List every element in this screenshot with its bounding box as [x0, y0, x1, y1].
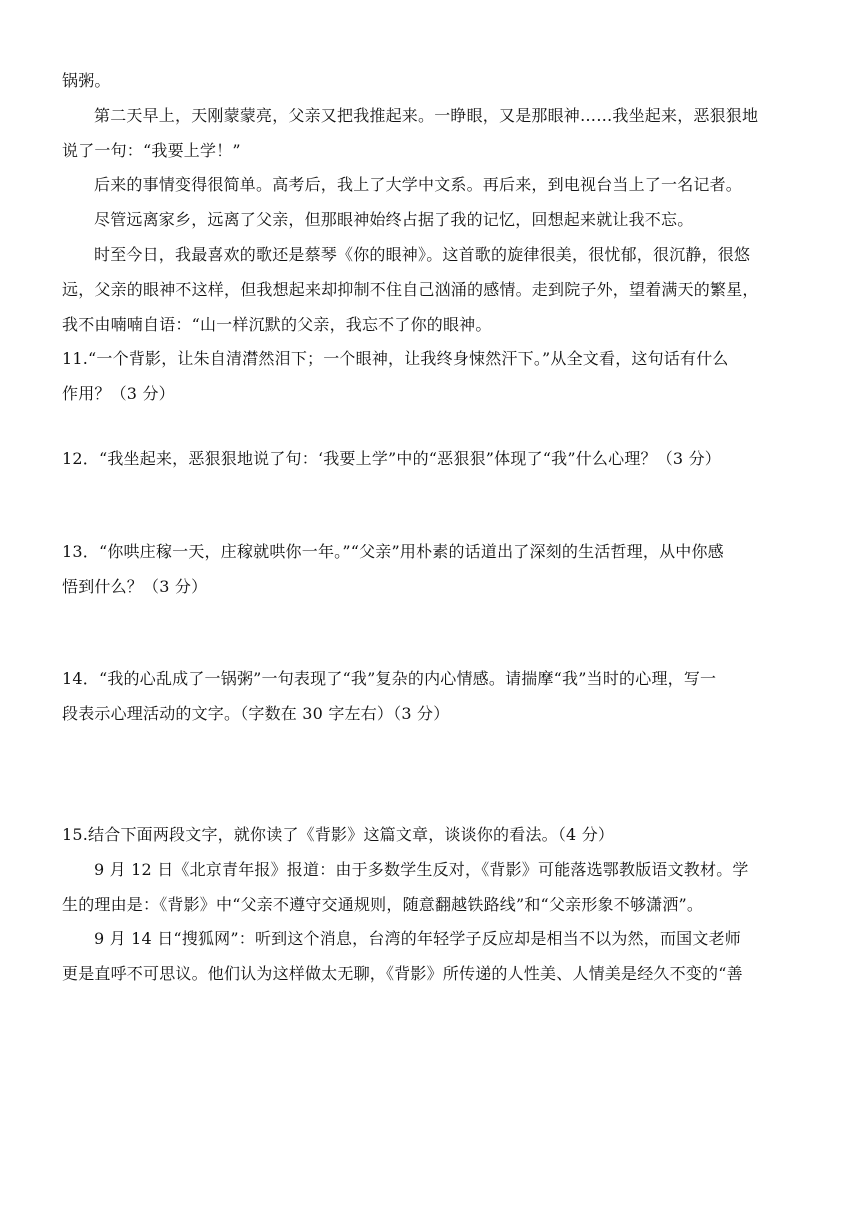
question-14: 14．“我的心乱成了一锅粥”一句表现了“我”复杂的内心情感。请揣摩“我”当时的心理，写一: [62, 669, 717, 689]
text-line: 说了一句：“我要上学！”: [62, 140, 241, 160]
question-11: 11.“一个背影，让朱自清潸然泪下；一个眼神，让我终身悚然汗下。”从全文看，这句话有什么: [62, 349, 729, 369]
question-15: 15.结合下面两段文字，就你读了《背影》这篇文章，谈谈你的看法。（4 分）: [62, 824, 615, 844]
question-14-cont: 段表示心理活动的文字。（字数在 30 字左右）（3 分）: [62, 704, 450, 724]
text-line: 锅粥。: [62, 71, 111, 90]
text-line: 尽管远离家乡，远离了父亲，但那眼神始终占据了我的记忆，回想起来就让我不忘。: [94, 210, 694, 230]
passage-line: 更是直呼不可思议。他们认为这样做太无聊，《背影》所传递的人性美、人情美是经久不变的“善: [62, 964, 743, 984]
answer-space: [62, 412, 802, 442]
answer-space: [62, 604, 802, 662]
passage-line: 9 月 12 日《北京青年报》报道：由于多数学生反对，《背影》可能落选鄂教版语文教材。学: [94, 859, 749, 879]
text-line: 时至今日，我最喜欢的歌还是蔡琴《你的眼神》。这首歌的旋律很美，很忧郁，很沉静，很悠: [94, 244, 751, 264]
answer-space: [62, 732, 802, 818]
text-line: 我不由喃喃自语：“山一样沉默的父亲，我忘不了你的眼神。: [62, 314, 492, 334]
text-line: 后来的事情变得很简单。高考后，我上了大学中文系。再后来，到电视台当上了一名记者。: [94, 175, 743, 195]
passage-line: 生的理由是：《背影》中“父亲不遵守交通规则，随意翻越铁路线”和“父亲形象不够潇洒”。: [62, 894, 704, 914]
answer-space: [62, 477, 802, 535]
text-line: 第二天早上，天刚蒙蒙亮，父亲又把我推起来。一睁眼，又是那眼神……我坐起来，恶狠狠地: [94, 105, 759, 125]
question-11-cont: 作用？（3 分）: [62, 384, 175, 404]
question-13-cont: 悟到什么？（3 分）: [62, 576, 208, 596]
passage-line: 9 月 14 日“搜狐网”：听到这个消息，台湾的年轻学子反应却是相当不以为然，而国文老师: [94, 929, 741, 949]
document-page: [62, 64, 802, 992]
question-13: 13．“你哄庄稼一天，庄稼就哄你一年。”“父亲”用朴素的话道出了深刻的生活哲理，从中你感: [62, 541, 724, 561]
question-12: 12．“我坐起来，恶狠狠地说了句：‘我要上学”中的“恶狠狠”体现了“我”什么心理？（3 分）: [62, 448, 721, 468]
text-line: 远，父亲的眼神不这样，但我想起来却抑制不住自己汹涌的感情。走到院子外，望着满天的繁星，: [62, 279, 759, 299]
